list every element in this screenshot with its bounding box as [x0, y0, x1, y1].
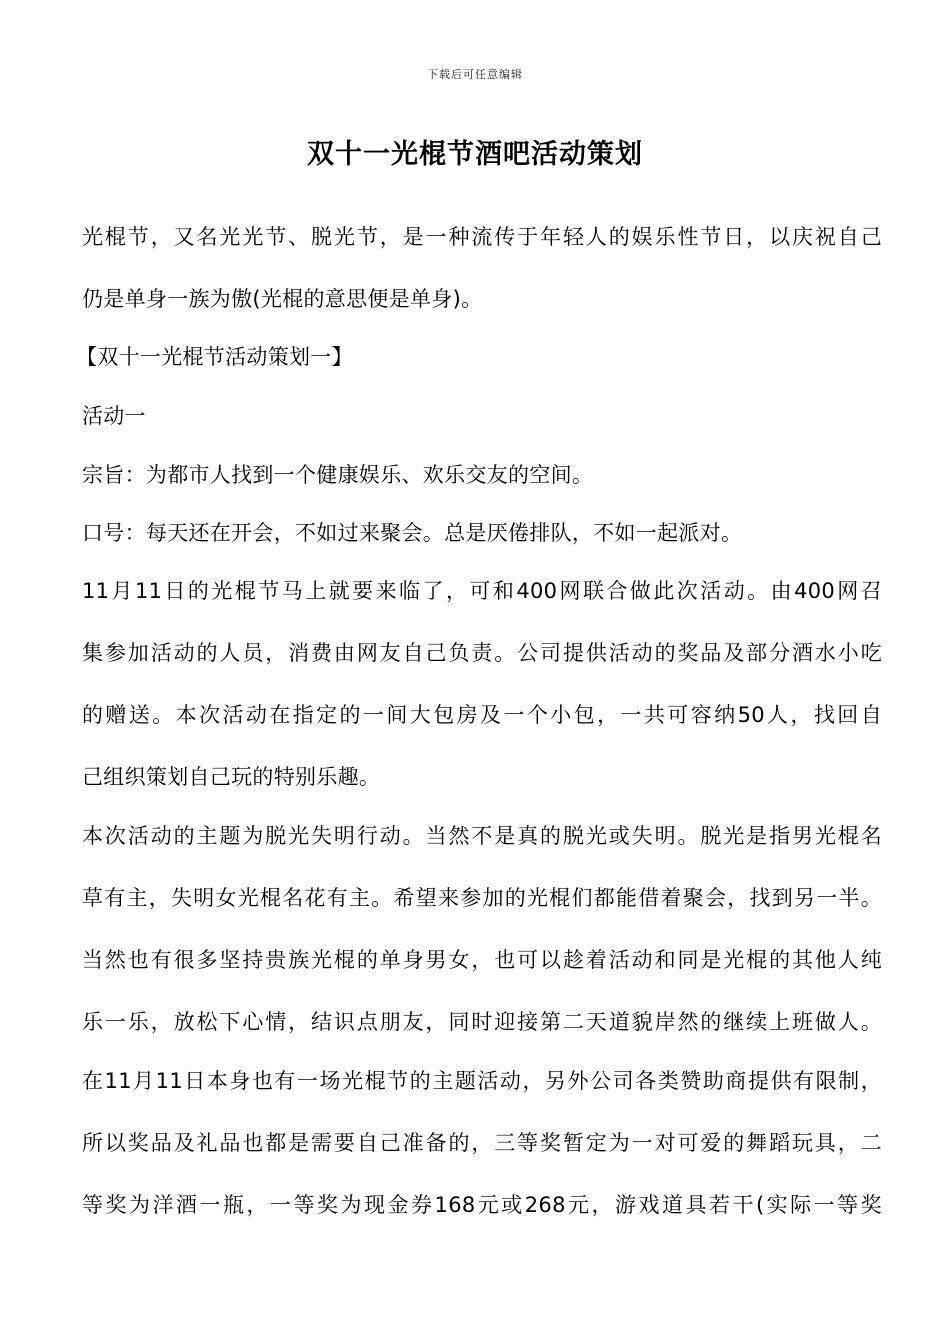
paragraph-line: 在11月11日本身也有一场光棍节的主题活动，另外公司各类赞助商提供有限制， [82, 1069, 882, 1093]
header-note: 下载后可任意编辑 [427, 68, 523, 81]
paragraph-line: 的赠送。本次活动在指定的一间大包房及一个小包，一共可容纳50人，找回自 [82, 703, 882, 727]
paragraph-line: 本次活动的主题为脱光失明行动。当然不是真的脱光或失明。脱光是指男光棍名 [82, 824, 882, 848]
paragraph-line: 仍是单身一族为傲(光棍的意思便是单身)。 [82, 287, 483, 311]
paragraph-line: 口号：每天还在开会，不如过来聚会。总是厌倦排队，不如一起派对。 [82, 521, 743, 545]
paragraph-line: 己组织策划自己玩的特别乐趣。 [82, 765, 381, 789]
section-heading: 【双十一光棍节活动策划一】 [76, 345, 353, 369]
paragraph-line: 11月11日的光棍节马上就要来临了，可和400网联合做此次活动。由400网召 [82, 579, 882, 603]
paragraph-line: 光棍节，又名光光节、脱光节，是一种流传于年轻人的娱乐性节日，以庆祝自己 [82, 225, 882, 249]
paragraph-line: 所以奖品及礼品也都是需要自己准备的，三等奖暂定为一对可爱的舞蹈玩具，二 [82, 1131, 882, 1155]
paragraph-line: 草有主，失明女光棍名花有主。希望来参加的光棍们都能借着聚会，找到另一半。 [82, 886, 882, 910]
paragraph-line: 宗旨：为都市人找到一个健康娱乐、欢乐交友的空间。 [82, 463, 594, 487]
document-title: 双十一光棍节酒吧活动策划 [307, 139, 643, 170]
paragraph-line: 活动一 [82, 404, 146, 428]
paragraph-line: 等奖为洋酒一瓶，一等奖为现金券168元或268元，游戏道具若干(实际一等奖 [82, 1193, 882, 1217]
paragraph-line: 集参加活动的人员，消费由网友自己负责。公司提供活动的奖品及部分酒水小吃 [82, 641, 882, 665]
paragraph-line: 当然也有很多坚持贵族光棍的单身男女，也可以趁着活动和同是光棍的其他人纯 [82, 948, 882, 972]
paragraph-line: 乐一乐，放松下心情，结识点朋友，同时迎接第二天道貌岸然的继续上班做人。 [82, 1010, 882, 1034]
